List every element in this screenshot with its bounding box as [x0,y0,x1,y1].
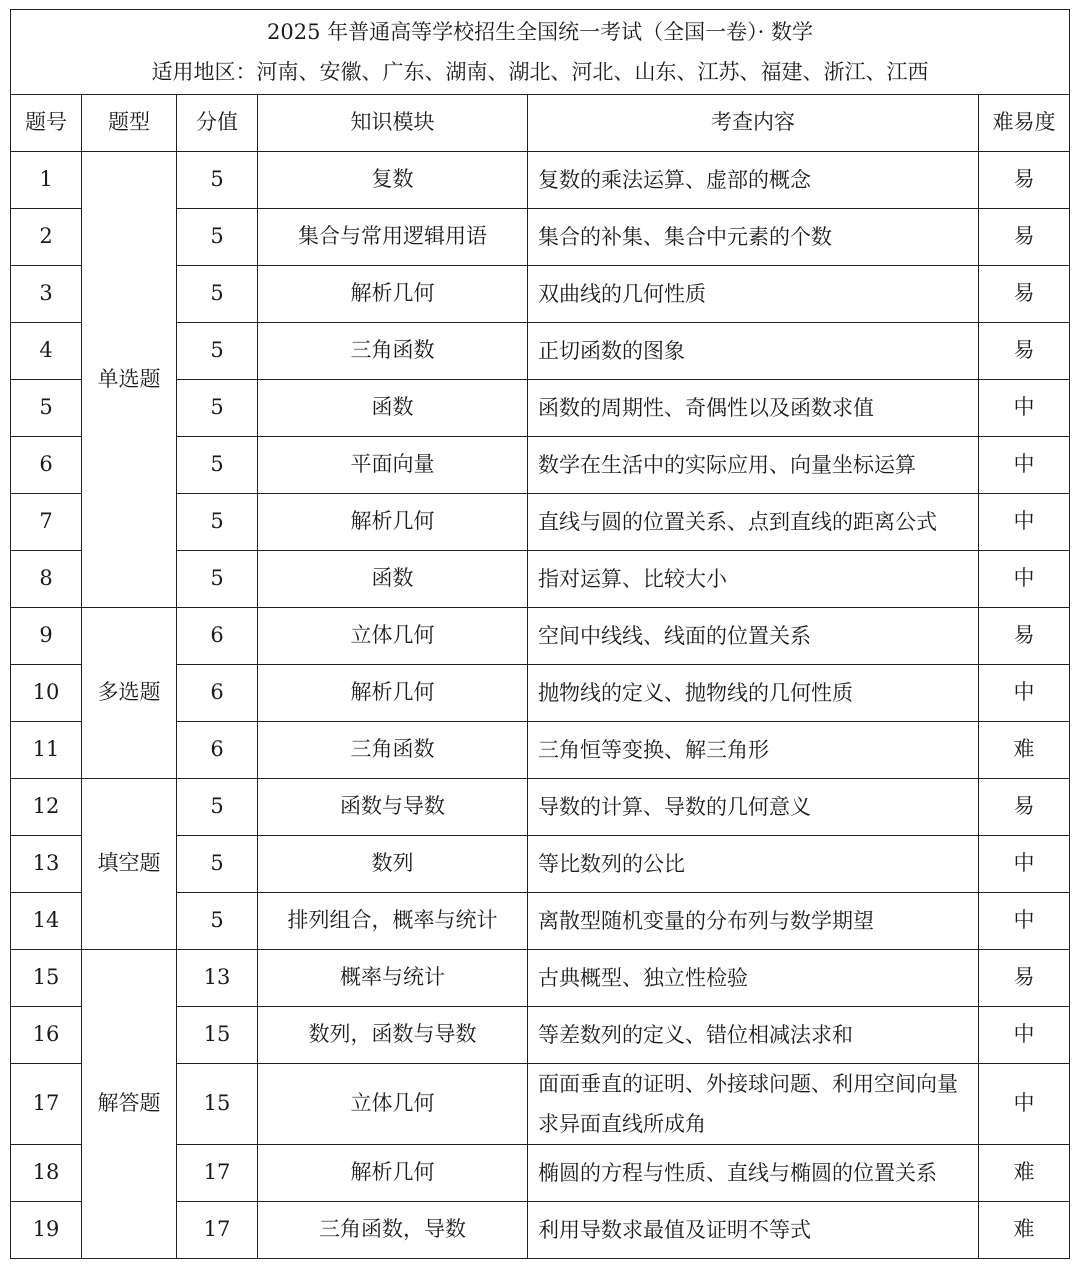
difficulty-level: 中 [979,494,1070,551]
knowledge-module: 数列 [258,836,528,893]
question-score: 17 [177,1145,258,1202]
exam-content: 面面垂直的证明、外接球问题、利用空间向量求异面直线所成角 [528,1064,979,1145]
question-number: 11 [11,722,82,779]
question-score: 6 [177,608,258,665]
question-number: 16 [11,1007,82,1064]
question-number: 5 [11,380,82,437]
difficulty-level: 易 [979,152,1070,209]
difficulty-level: 易 [979,209,1070,266]
exam-analysis-table [10,9,1070,1259]
question-score: 5 [177,893,258,950]
exam-content: 等比数列的公比 [528,836,979,893]
question-number: 19 [11,1202,82,1259]
question-number: 9 [11,608,82,665]
difficulty-level: 中 [979,665,1070,722]
question-number: 3 [11,266,82,323]
knowledge-module: 立体几何 [258,608,528,665]
table-row [11,152,1070,209]
type-single-choice: 单选题 [82,152,177,608]
knowledge-module: 排列组合，概率与统计 [258,893,528,950]
difficulty-level: 中 [979,380,1070,437]
knowledge-module: 解析几何 [258,1145,528,1202]
knowledge-module: 函数与导数 [258,779,528,836]
question-number: 12 [11,779,82,836]
question-number: 2 [11,209,82,266]
difficulty-level: 易 [979,323,1070,380]
table-title-block [11,10,1070,95]
table-row [11,950,1070,1007]
exam-content: 复数的乘法运算、虚部的概念 [528,152,979,209]
question-number: 1 [11,152,82,209]
exam-content: 椭圆的方程与性质、直线与椭圆的位置关系 [528,1145,979,1202]
knowledge-module: 立体几何 [258,1064,528,1145]
difficulty-level: 中 [979,836,1070,893]
table-row [11,608,1070,665]
question-score: 5 [177,266,258,323]
knowledge-module: 平面向量 [258,437,528,494]
exam-content: 导数的计算、导数的几何意义 [528,779,979,836]
type-multiple-choice: 多选题 [82,608,177,779]
exam-content: 空间中线线、线面的位置关系 [528,608,979,665]
knowledge-module: 集合与常用逻辑用语 [258,209,528,266]
question-number: 17 [11,1064,82,1145]
difficulty-level: 中 [979,551,1070,608]
difficulty-level: 易 [979,608,1070,665]
difficulty-level: 易 [979,266,1070,323]
question-score: 15 [177,1007,258,1064]
question-number: 10 [11,665,82,722]
knowledge-module: 复数 [258,152,528,209]
question-score: 5 [177,779,258,836]
exam-title: 2025 年普通高等学校招生全国统一考试（全国一卷）· 数学 [267,20,814,44]
question-score: 5 [177,152,258,209]
exam-content: 集合的补集、集合中元素的个数 [528,209,979,266]
exam-analysis-sheet [10,9,1068,1259]
difficulty-level: 难 [979,1145,1070,1202]
type-fill-blank: 填空题 [82,779,177,950]
exam-content: 数学在生活中的实际应用、向量坐标运算 [528,437,979,494]
knowledge-module: 三角函数 [258,722,528,779]
question-number: 14 [11,893,82,950]
difficulty-level: 中 [979,437,1070,494]
exam-content: 离散型随机变量的分布列与数学期望 [528,893,979,950]
type-free-response: 解答题 [82,950,177,1259]
applicable-regions: 适用地区：河南、安徽、广东、湖南、湖北、河北、山东、江苏、福建、浙江、江西 [151,60,929,84]
table-row [11,779,1070,836]
knowledge-module: 解析几何 [258,665,528,722]
question-score: 15 [177,1064,258,1145]
exam-content: 双曲线的几何性质 [528,266,979,323]
question-number: 4 [11,323,82,380]
exam-content: 抛物线的定义、抛物线的几何性质 [528,665,979,722]
header-number: 题号 [11,95,82,152]
question-score: 5 [177,551,258,608]
question-score: 17 [177,1202,258,1259]
difficulty-level: 易 [979,950,1070,1007]
header-content: 考查内容 [528,95,979,152]
question-score: 6 [177,722,258,779]
knowledge-module: 解析几何 [258,266,528,323]
question-number: 18 [11,1145,82,1202]
knowledge-module: 概率与统计 [258,950,528,1007]
header-difficulty: 难易度 [979,95,1070,152]
question-number: 7 [11,494,82,551]
exam-content: 等差数列的定义、错位相减法求和 [528,1007,979,1064]
question-number: 8 [11,551,82,608]
difficulty-level: 中 [979,1064,1070,1145]
header-type: 题型 [82,95,177,152]
exam-content: 古典概型、独立性检验 [528,950,979,1007]
exam-content: 三角恒等变换、解三角形 [528,722,979,779]
header-score: 分值 [177,95,258,152]
difficulty-level: 易 [979,779,1070,836]
exam-content: 正切函数的图象 [528,323,979,380]
question-score: 5 [177,836,258,893]
exam-content: 直线与圆的位置关系、点到直线的距离公式 [528,494,979,551]
question-score: 5 [177,380,258,437]
exam-content: 函数的周期性、奇偶性以及函数求值 [528,380,979,437]
exam-content: 指对运算、比较大小 [528,551,979,608]
question-number: 15 [11,950,82,1007]
knowledge-module: 三角函数 [258,323,528,380]
knowledge-module: 函数 [258,551,528,608]
knowledge-module: 解析几何 [258,494,528,551]
question-score: 5 [177,494,258,551]
knowledge-module: 数列，函数与导数 [258,1007,528,1064]
knowledge-module: 函数 [258,380,528,437]
difficulty-level: 难 [979,1202,1070,1259]
question-score: 5 [177,437,258,494]
header-module: 知识模块 [258,95,528,152]
question-number: 13 [11,836,82,893]
difficulty-level: 中 [979,893,1070,950]
question-score: 5 [177,323,258,380]
exam-content: 利用导数求最值及证明不等式 [528,1202,979,1259]
question-score: 13 [177,950,258,1007]
question-score: 5 [177,209,258,266]
difficulty-level: 难 [979,722,1070,779]
knowledge-module: 三角函数，导数 [258,1202,528,1259]
header-row [11,95,1070,152]
difficulty-level: 中 [979,1007,1070,1064]
question-number: 6 [11,437,82,494]
question-score: 6 [177,665,258,722]
